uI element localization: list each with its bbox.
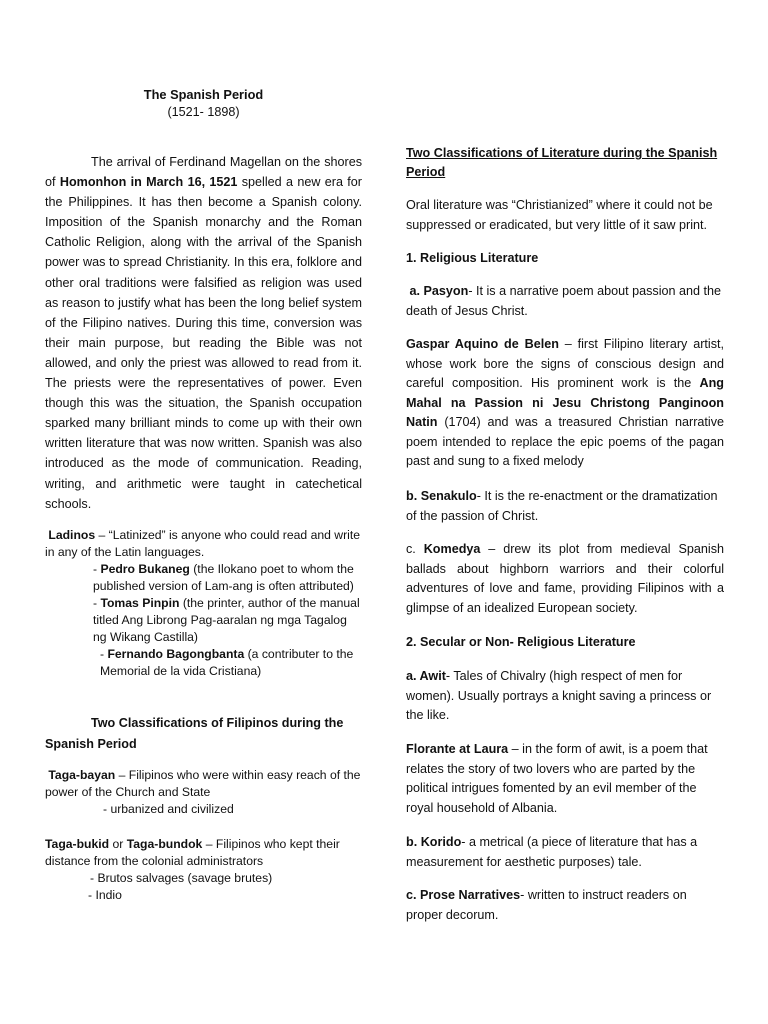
korido-item: b. Korido- a metrical (a piece of literature that has a measurement for aesthetic purposes) tale.: [406, 835, 698, 869]
intro-text: spelled a new era for the Philippines. It has then become a Spanish colony. Imposition of the Spanish monarchy and the Roman Catholic Religion, along with the arrival of the Spanish power was to spread Christianity. In this era, folklore and other oral traditions were falsified as religion was used as reason to justify what has been the long belief system of the Filipino natives. During this time, conversion was their main purpose, but reading the Bible was not allowed, and only the priest was allowed to read from it. The priests were the representatives of power. Even though this was the situation, the Spanish occupation sparked many brilliant minds to come up with their own written literature that was now written. Spanish was also introduced as the mode of communication. Reading, writing, and arithmetic were taught in catechetical schools.: [45, 175, 362, 511]
florante-item: Florante at Laura – in the form of awit, is a poem that relates the story of two lovers who are parted by the political intrigues fomented by an evil member of the royal household of Albania.: [406, 742, 708, 815]
gaspar-paragraph: Gaspar Aquino de Belen – first Filipino literary artist, whose work bore the signs of conscious design and careful composition. His prominent work is the Ang Mahal na Passion ni Jesu Christong Panginoon Natin (1704) and was a treasured Christian narrative poem intended to replace the epic poems of the pagan past and sung to a fixed melody: [406, 337, 724, 468]
religious-literature-heading: 1. Religious Literature: [406, 251, 539, 265]
intro-paragraph: [45, 152, 362, 514]
ladinos-definition: [45, 527, 362, 561]
intro-emphasis: Homonhon in March 16, 1521: [59, 175, 238, 190]
taga-bayan-sub: - urbanized and civilized: [103, 802, 234, 816]
taga-bukid-sub: - Brutos salvages (savage brutes): [90, 871, 273, 885]
ladinos-def-text: – “Latinized” is anyone who could read and write in any of the Latin languages.: [45, 528, 361, 559]
ladino-name: Tomas Pinpin: [100, 596, 180, 610]
oral-literature-paragraph: Oral literature was “Christianized” where it could not be suppressed or eradicated, but very little of it saw print.: [406, 198, 713, 232]
ladino-name: Pedro Bukaneg: [100, 562, 190, 576]
taga-bundok-term: Taga-bundok: [126, 837, 203, 851]
taga-bayan-term: Taga-bayan: [48, 768, 116, 782]
intro-text: The arrival of Ferdinand Magellan on the shores of: [45, 155, 362, 190]
taga-bukid-sub: - Indio: [88, 888, 122, 902]
secular-literature-heading: 2. Secular or Non- Religious Literature: [406, 635, 636, 649]
taga-bukid-term: Taga-bukid: [45, 837, 110, 851]
awit-item: a. Awit- Tales of Chivalry (high respect of men for women). Usually portrays a knight saving a princess or the like.: [406, 669, 712, 722]
ladino-person: - Pedro Bukaneg (the Ilokano poet to whom the published version of Lam-ang is often attributed): [93, 562, 354, 593]
komedya-item: c. Komedya – drew its plot from medieval Spanish ballads about highborn warriors and their colorful adventures of love and fame, providing Filipinos with a glimpse of an idealized European society.: [406, 542, 724, 615]
ladinos-block: [45, 527, 362, 680]
page-title: The Spanish Period: [143, 87, 264, 102]
ladino-person: - Tomas Pinpin (the printer, author of the manual titled Ang Librong Pag-aaralan ng mga Tagalog ng Wikang Castilla): [93, 596, 360, 644]
literature-classification-heading: Two Classifications of Literature during the Spanish Period: [406, 146, 718, 179]
pasyon-item: a. Pasyon- It is a narrative poem about passion and the death of Jesus Christ.: [406, 284, 722, 318]
ladinos-term: Ladinos: [48, 528, 96, 542]
prose-item: c. Prose Narratives- written to instruct readers on proper decorum.: [406, 888, 687, 922]
ladino-person: - Fernando Bagongbanta (a contributer to the Memorial de la vida Cristiana): [100, 647, 354, 678]
senakulo-item: b. Senakulo- It is the re-enactment or the dramatization of the passion of Christ.: [406, 489, 718, 523]
filipinos-classification-heading: Two Classifications of Filipinos during the Spanish Period: [45, 716, 344, 751]
taga-bukid-block: Taga-bukid or Taga-bundok – Filipinos who kept their distance from the colonial administrators - Brutos salvages (savage brutes) - Indio: [45, 836, 362, 904]
period-dates: (1521- 1898): [167, 105, 240, 119]
taga-bayan-block: Taga-bayan – Filipinos who were within easy reach of the power of the Church and State - urbanized and civilized: [45, 768, 361, 816]
ladino-name: Fernando Bagongbanta: [107, 647, 245, 661]
